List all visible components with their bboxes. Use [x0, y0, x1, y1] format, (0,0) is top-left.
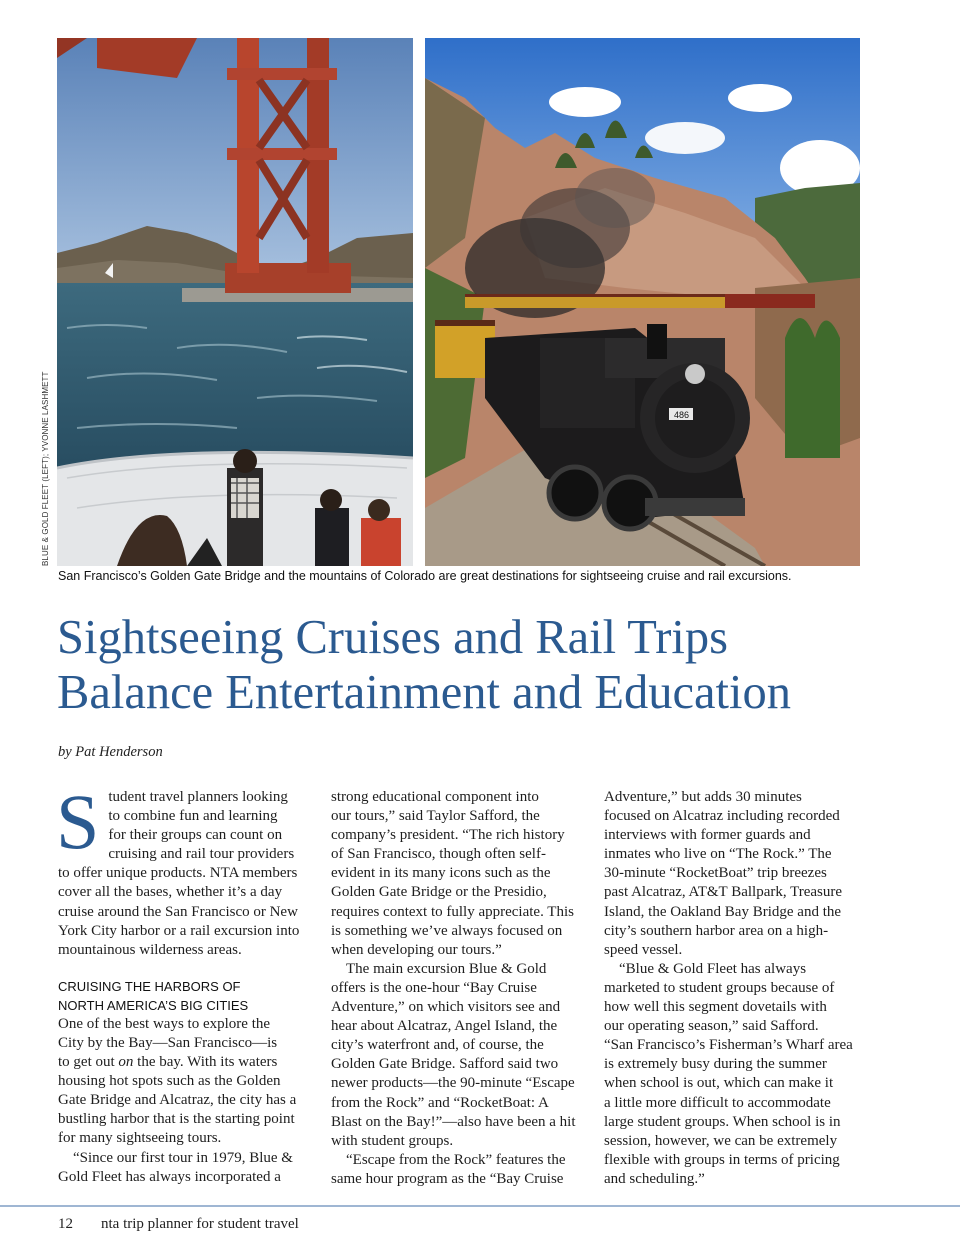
steam-train-illustration — [425, 38, 860, 566]
golden-gate-illustration — [57, 38, 413, 566]
text-line: for their groups can count on — [108, 827, 283, 844]
text-line: offers is the one-hour “Bay Cruise — [331, 979, 537, 996]
text-line: inmates who live on “The Rock.” The — [604, 846, 832, 863]
text-line: with student groups. — [331, 1132, 454, 1149]
subhead-line: CRUISING THE HARBORS OF — [58, 978, 241, 994]
text-line — [58, 1053, 314, 1072]
text-line: City by the Bay—San Francisco—is — [58, 1034, 278, 1051]
text-line: from the Rock” and “RocketBoat: A — [331, 1094, 549, 1111]
body-paragraph — [331, 1151, 587, 1189]
text-line: “Escape from the Rock” features the — [346, 1151, 566, 1168]
text-line: focused on Alcatraz including recorded — [604, 808, 840, 825]
text-line: is something we’ve always focused on — [331, 922, 563, 939]
body-paragraph — [331, 960, 587, 1151]
steam-train-photo — [425, 38, 860, 566]
text-line: York City harbor or a rail excursion into — [58, 922, 300, 939]
text-line: housing hot spots such as the Golden — [58, 1073, 281, 1090]
headline-line-1: Sightseeing Cruises and Rail Trips — [57, 611, 728, 664]
photo-credit: BLUE & GOLD FLEET (LEFT); YVONNE LASHMETT — [41, 371, 50, 566]
text-line: and scheduling.” — [604, 1170, 705, 1187]
text-line: same hour program as the “Bay Cruise — [331, 1170, 564, 1187]
text-line: evident in its many icons such as the — [331, 865, 551, 882]
text-line: our operating season,” said Safford. — [604, 1018, 819, 1035]
text-line: Adventure,” on which visitors see and — [331, 999, 561, 1016]
article-headline — [57, 610, 937, 720]
locomotive-number-plate: 486 — [674, 410, 690, 420]
text-line: large student groups. When school is in — [604, 1113, 841, 1130]
text-line: to offer unique products. NTA members — [58, 865, 298, 882]
text-line: how well this segment dovetails with — [604, 999, 827, 1016]
text-line: newer products—the 90-minute “Escape — [331, 1075, 575, 1092]
text-line: is extremely busy during the summer — [604, 1056, 827, 1073]
article-column-1 — [56, 778, 314, 1187]
text-line: hear about Alcatraz, Angel Island, the — [331, 1018, 558, 1035]
text-line: Golden Gate Bridge. Safford said two — [331, 1056, 559, 1073]
text-line: cover all the bases, whether it’s a day — [58, 884, 283, 901]
text-fragment: the bay. With its waters — [133, 1054, 278, 1071]
text-line: “Since our first tour in 1979, Blue & — [73, 1149, 293, 1166]
emphasis-word: on — [118, 1054, 134, 1071]
text-line: a little more difficult to accommodate — [604, 1094, 831, 1111]
photo-caption: San Francisco’s Golden Gate Bridge and the mountains of Colorado are great destinations for sightseeing cruise and rail excursions. — [58, 569, 792, 583]
text-line: of San Francisco, though often self- — [331, 846, 546, 863]
text-line: cruise around the San Francisco or New — [58, 903, 298, 920]
text-fragment: to get out — [58, 1054, 119, 1071]
text-line: company’s president. “The rich history — [331, 827, 565, 844]
text-line: when developing our tours.” — [331, 941, 502, 958]
text-line: tudent travel planners looking — [108, 789, 288, 805]
drop-cap: S — [56, 778, 100, 865]
text-line: Golden Gate Bridge or the Presidio, — [331, 884, 547, 901]
text-line: for many sightseeing tours. — [58, 1130, 222, 1147]
text-line: 30-minute “RocketBoat” trip breezes — [604, 865, 827, 882]
text-line: city’s waterfront and, of course, the — [331, 1037, 544, 1054]
text-line: our tours,” said Taylor Safford, the — [331, 808, 540, 825]
article-column-3 — [604, 788, 860, 1189]
article-column-2 — [331, 788, 587, 1189]
section-subhead — [58, 977, 314, 1015]
text-line: Blast on the Bay!”—also have been a hit — [331, 1113, 576, 1130]
text-line: Island, the Oakland Bay Bridge and the — [604, 903, 842, 920]
text-line: requires context to fully appreciate. This — [331, 903, 574, 920]
text-line: city’s southern harbor area on a high- — [604, 922, 829, 939]
text-line: mountainous wilderness areas. — [58, 941, 242, 958]
text-line: marketed to student groups because of — [604, 979, 835, 996]
text-line: cruising and rail tour providers — [108, 846, 295, 863]
page-number: 12 — [58, 1216, 73, 1232]
text-line: Gate Bridge and Alcatraz, the city has a — [58, 1092, 297, 1109]
body-paragraph — [58, 1015, 314, 1149]
text-line: session, however, we can be extremely — [604, 1132, 838, 1149]
body-paragraph — [604, 960, 860, 1189]
subhead-line: NORTH AMERICA’S BIG CITIES — [58, 997, 249, 1013]
text-line: to combine fun and learning — [108, 808, 278, 825]
text-line: “San Francisco’s Fisherman’s Wharf area — [604, 1037, 853, 1054]
text-line: speed vessel. — [604, 941, 683, 958]
publication-title: nta trip planner for student travel — [101, 1216, 299, 1232]
text-line: when school is out, which can make it — [604, 1075, 834, 1092]
text-line: Adventure,” but adds 30 minutes — [604, 789, 802, 805]
text-line: bustling harbor that is the starting point — [58, 1111, 295, 1128]
body-paragraph — [604, 788, 860, 960]
text-line: past Alcatraz, AT&T Ballpark, Treasure — [604, 884, 843, 901]
text-line: One of the best ways to explore the — [58, 1015, 271, 1032]
headline-line-2: Balance Entertainment and Education — [57, 666, 791, 719]
body-paragraph — [331, 788, 587, 960]
text-line: Gold Fleet has always incorporated a — [58, 1168, 281, 1185]
golden-gate-photo — [57, 38, 413, 566]
body-paragraph — [58, 1149, 314, 1187]
text-line: “Blue & Gold Fleet has always — [619, 960, 807, 977]
text-line: interviews with former guards and — [604, 827, 811, 844]
text-line: strong educational component into — [331, 789, 539, 805]
byline: by Pat Henderson — [58, 744, 163, 760]
text-line: The main excursion Blue & Gold — [346, 960, 547, 977]
footer-divider — [0, 1205, 960, 1207]
intro-paragraph — [56, 778, 314, 960]
text-line: flexible with groups in terms of pricing — [604, 1151, 840, 1168]
